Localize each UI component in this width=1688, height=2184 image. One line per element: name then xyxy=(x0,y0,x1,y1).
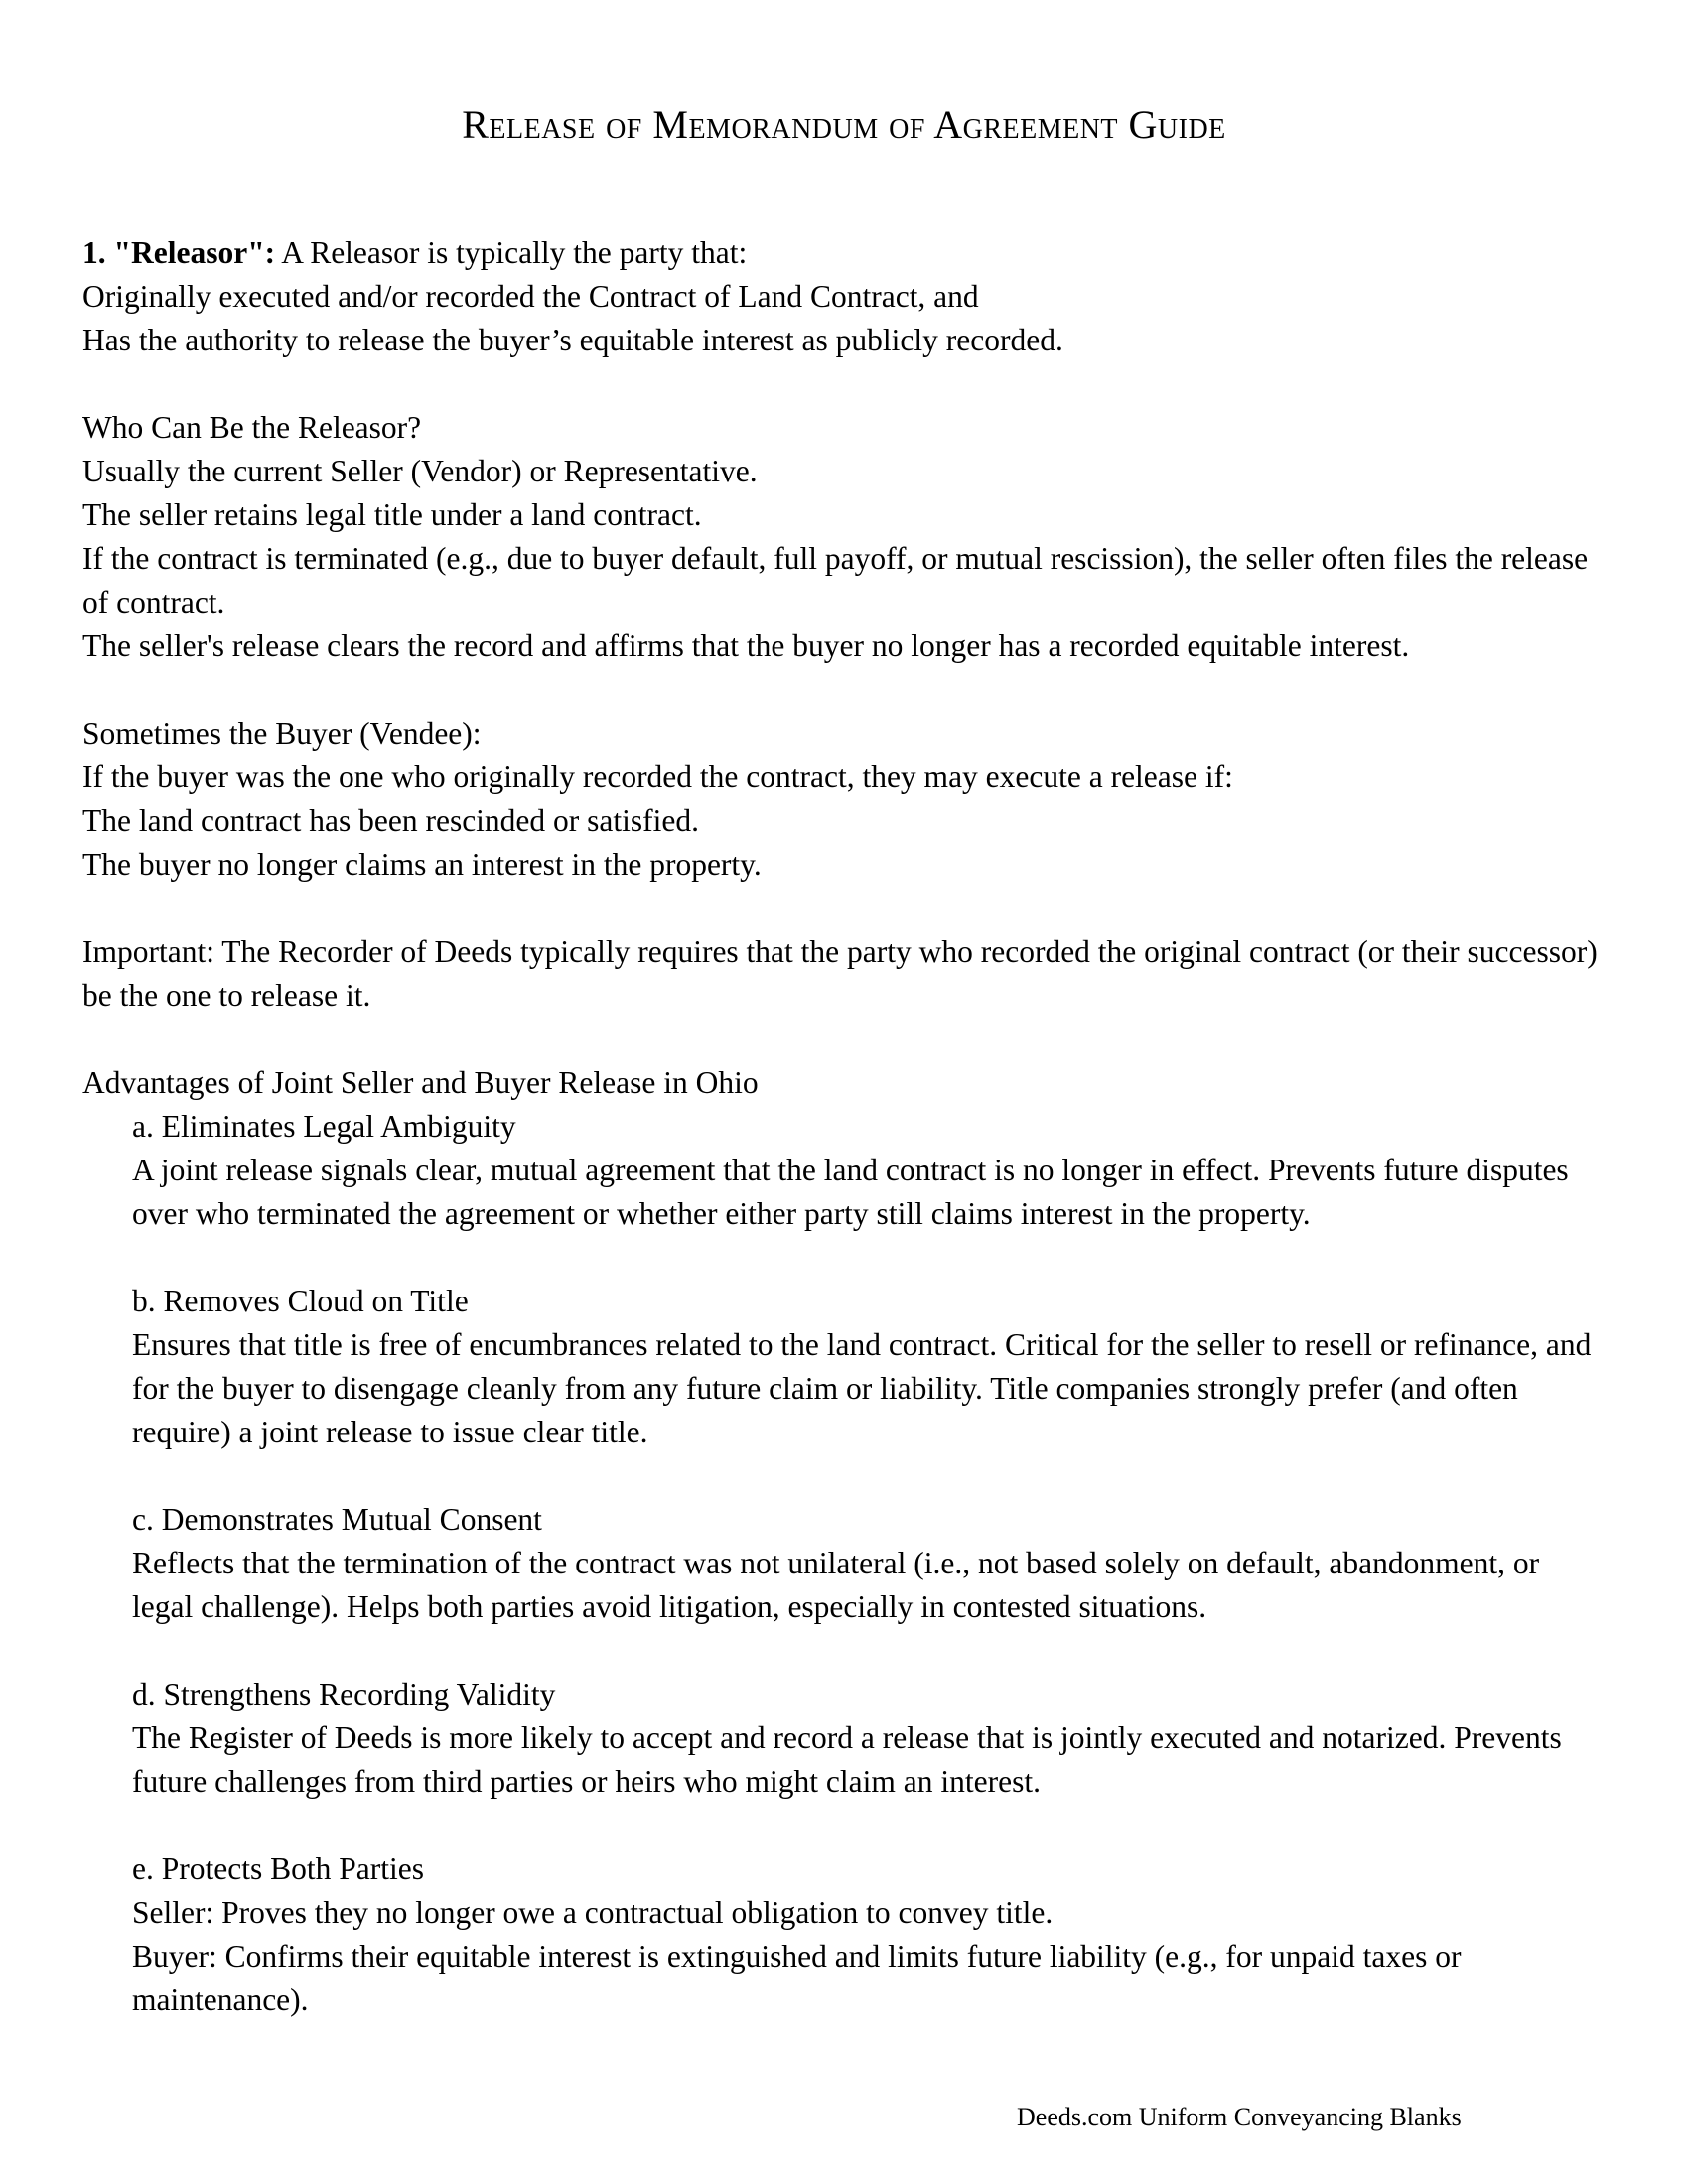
buyer-line-1: If the buyer was the one who originally recorded the contract, they may execute a release if: xyxy=(82,759,1233,794)
advantage-e-line-2: Buyer: Confirms their equitable interest is extinguished and limits future liability (e.g., for unpaid taxes or maintenance). xyxy=(132,1939,1462,2017)
buyer-line-3: The buyer no longer claims an interest in the property. xyxy=(82,847,762,882)
who-line-3: If the contract is terminated (e.g., due to buyer default, full payoff, or mutual rescission), the seller often files the release of contract. xyxy=(82,541,1589,619)
advantage-a-text: A joint release signals clear, mutual agreement that the land contract is no longer in effect. Prevents future disputes over who terminated the agreement or whether either party still claims interest in the property. xyxy=(132,1153,1569,1231)
footer-source: Deeds.com Uniform Conveyancing Blanks xyxy=(1017,2103,1462,2131)
advantage-c-heading: c. Demonstrates Mutual Consent xyxy=(132,1502,542,1537)
releasor-label: 1. "Releasor": xyxy=(82,235,276,270)
who-line-4: The seller's release clears the record and affirms that the buyer no longer has a recorded equitable interest. xyxy=(82,628,1410,663)
document-body xyxy=(82,231,1602,2022)
advantage-e-line-1: Seller: Proves they no longer owe a contractual obligation to convey title. xyxy=(132,1895,1054,1930)
buyer-line-2: The land contract has been rescinded or satisfied. xyxy=(82,803,700,838)
important-note: Important: The Recorder of Deeds typically requires that the party who recorded the original contract (or their successor) be the one to release it. xyxy=(82,934,1598,1013)
advantage-a-heading: a. Eliminates Legal Ambiguity xyxy=(132,1109,516,1144)
advantage-d-heading: d. Strengthens Recording Validity xyxy=(132,1677,556,1711)
page-title: Release of Memorandum of Agreement Guide xyxy=(462,102,1226,147)
advantage-e-heading: e. Protects Both Parties xyxy=(132,1851,424,1886)
advantage-d-text: The Register of Deeds is more likely to accept and record a release that is jointly executed and notarized. Prevents future challenges from third parties or heirs who might claim an interest. xyxy=(132,1720,1562,1799)
releasor-line-2: Has the authority to release the buyer’s equitable interest as publicly recorded. xyxy=(82,323,1063,357)
advantage-b-text: Ensures that title is free of encumbrances related to the land contract. Critical for the seller to resell or refinance, and for the buyer to disengage cleanly from any future claim or liability. Title companies strongly prefer (and often require) a joint release to issue clear title. xyxy=(132,1327,1592,1449)
who-heading: Who Can Be the Releasor? xyxy=(82,410,422,445)
who-line-2: The seller retains legal title under a land contract. xyxy=(82,497,702,532)
advantage-b-heading: b. Removes Cloud on Title xyxy=(132,1284,469,1318)
releasor-intro xyxy=(82,231,1602,275)
releasor-line-1: Originally executed and/or recorded the Contract of Land Contract, and xyxy=(82,279,979,314)
advantage-c-text: Reflects that the termination of the contract was not unilateral (i.e., not based solely on default, abandonment, or legal challenge). Helps both parties avoid litigation, especially in contested situations. xyxy=(132,1546,1540,1624)
buyer-heading: Sometimes the Buyer (Vendee): xyxy=(82,716,482,751)
releasor-intro-text: A Releasor is typically the party that: xyxy=(275,235,748,270)
who-line-1: Usually the current Seller (Vendor) or Representative. xyxy=(82,454,758,488)
advantages-heading: Advantages of Joint Seller and Buyer Release in Ohio xyxy=(82,1065,759,1100)
